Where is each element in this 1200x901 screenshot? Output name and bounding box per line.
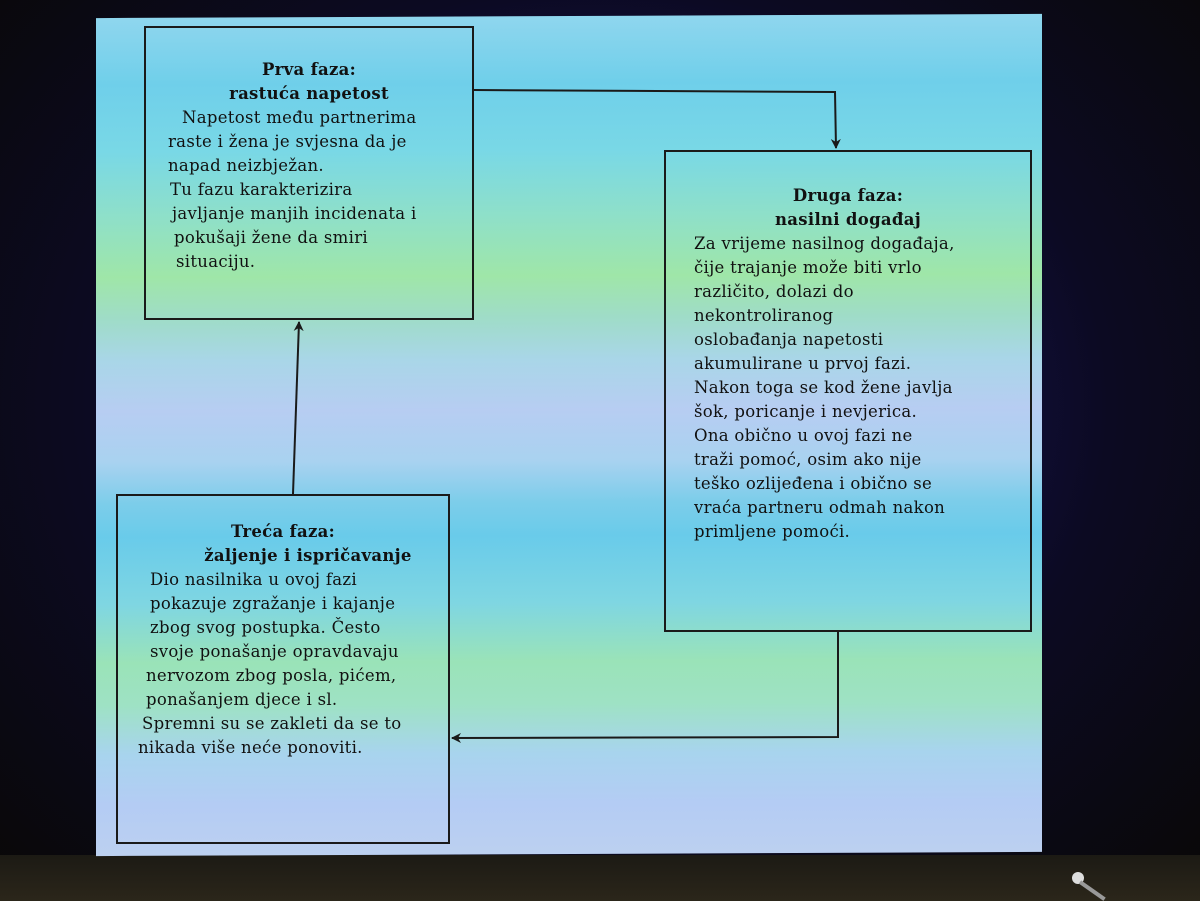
phase2-line: Ona obično u ovoj fazi ne — [694, 426, 913, 445]
phase3-line: ponašanjem djece i sl. — [146, 690, 338, 709]
phase3-line: zbog svog postupka. Često — [150, 618, 381, 637]
arrow-phase3-to-phase1 — [293, 322, 299, 494]
phase3-line: nervozom zbog posla, pićem, — [146, 666, 397, 685]
phase2-line: vraća partneru odmah nakon — [694, 498, 946, 517]
phase2-line: oslobađanja napetosti — [694, 330, 884, 349]
phase3-line: Spremni su se zakleti da se to — [142, 714, 402, 733]
phase3-title — [118, 520, 448, 568]
phase2-title-line1: Druga faza: — [792, 186, 904, 205]
phase2-box — [664, 150, 1032, 632]
phase1-line: situaciju. — [176, 252, 256, 271]
phase3-body — [118, 568, 448, 760]
phase1-line: raste i žena je svjesna da je — [168, 132, 407, 151]
phase1-line: javljanje manjih incidenata i — [172, 204, 417, 223]
phase3-title-line2: žaljenje i ispričavanje — [204, 546, 412, 565]
phase2-title — [666, 184, 1030, 232]
phase1-body — [146, 106, 472, 274]
phase2-line: Nakon toga se kod žene javlja — [694, 378, 953, 397]
phase3-line: svoje ponašanje opravdavaju — [150, 642, 399, 661]
phase1-line: napad neizbježan. — [168, 156, 324, 175]
phase2-line: šok, poricanje i nevjerica. — [694, 402, 918, 421]
phase1-line: Napetost među partnerima — [182, 108, 417, 127]
phase2-line: akumulirane u prvoj fazi. — [694, 354, 912, 373]
phase2-title-line2: nasilni događaj — [775, 210, 921, 229]
phase2-line: Za vrijeme nasilnog događaja, — [694, 234, 955, 253]
phase1-title-line2: rastuća napetost — [229, 84, 389, 103]
phase2-line: čije trajanje može biti vrlo — [694, 258, 922, 277]
phase3-line: Dio nasilnika u ovoj fazi — [150, 570, 357, 589]
phase3-title-line1: Treća faza: — [231, 522, 335, 541]
phase2-line: teško ozlijeđena i obično se — [694, 474, 933, 493]
phase1-title — [146, 58, 472, 106]
phase3-line: nikada više neće ponoviti. — [138, 738, 363, 757]
phase2-line: nekontroliranog — [694, 306, 834, 325]
phase2-line: različito, dolazi do — [694, 282, 854, 301]
phase1-line: Tu fazu karakterizira — [170, 180, 353, 199]
phase2-body — [666, 232, 1030, 544]
phase1-line: pokušaji žene da smiri — [174, 228, 368, 247]
arrow-phase1-to-phase2 — [474, 90, 836, 148]
phase2-line: primljene pomoći. — [694, 522, 851, 541]
phase3-box — [116, 494, 450, 844]
phase3-line: pokazuje zgražanje i kajanje — [150, 594, 396, 613]
phase2-line: traži pomoć, osim ako nije — [694, 450, 922, 469]
phase1-box — [144, 26, 474, 320]
phase1-title-line1: Prva faza: — [261, 60, 357, 79]
arrow-phase2-to-phase3 — [452, 632, 838, 738]
